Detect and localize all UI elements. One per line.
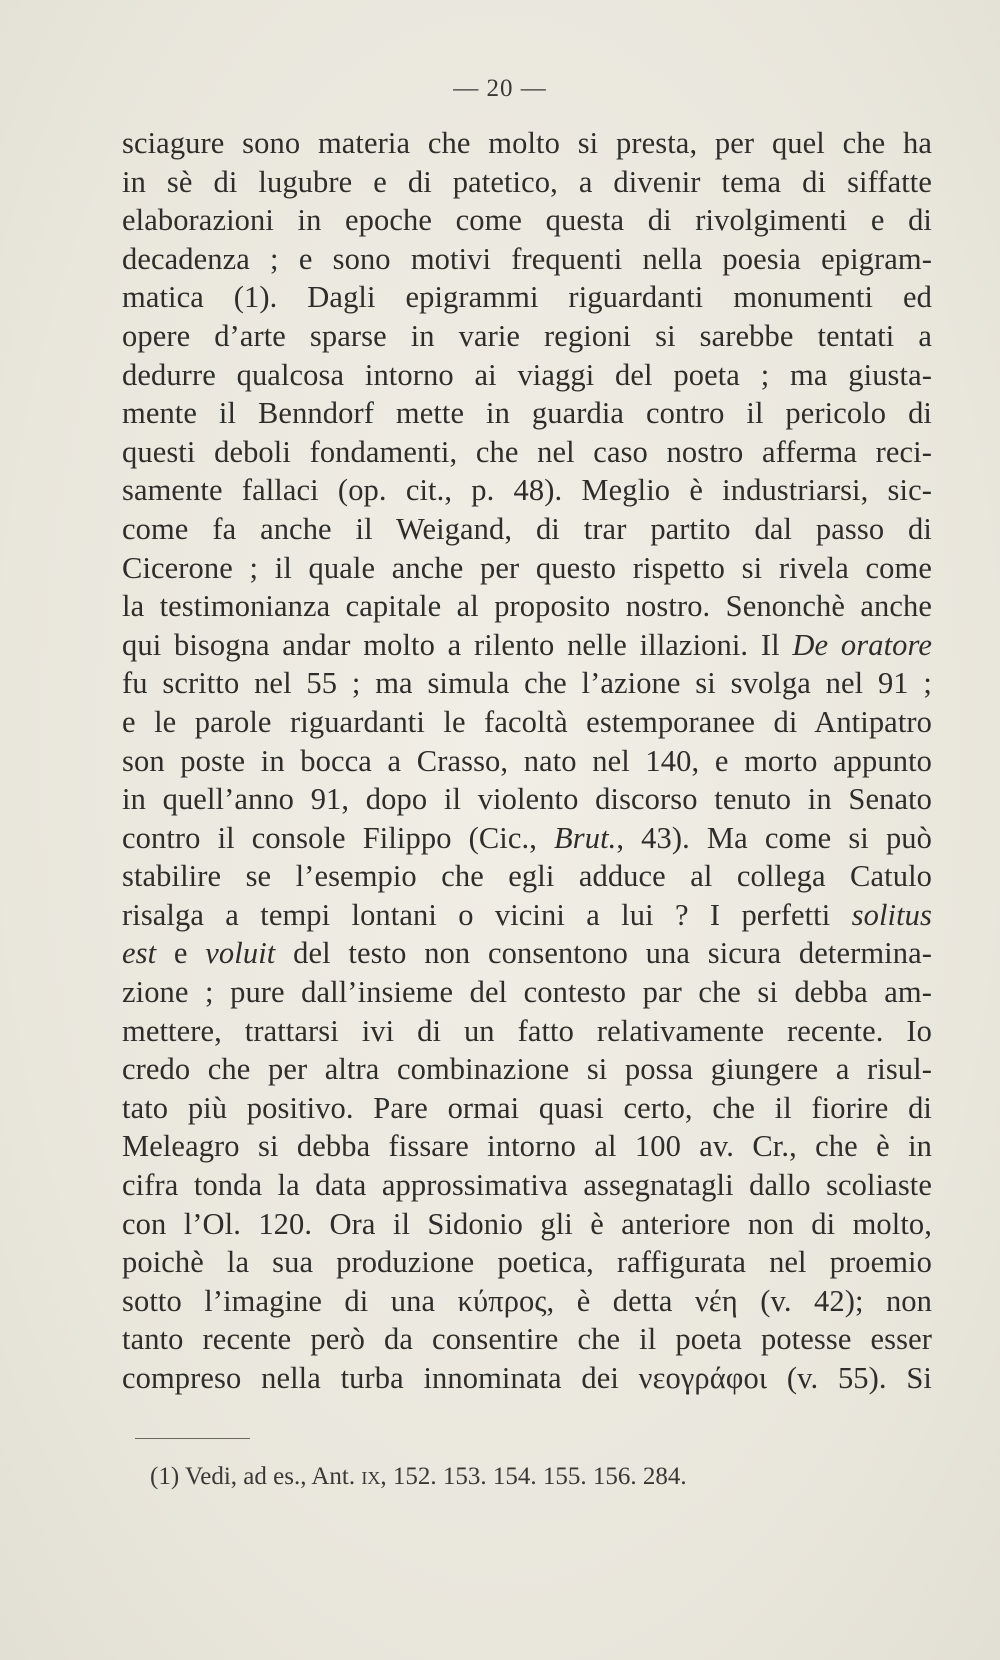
text-line: Meleagro si debba fissare intorno al 100 av. Cr., che è in [122, 1129, 932, 1164]
text-line: qui bisogna andar molto a rilento nelle illazioni. Il De oratore [122, 627, 932, 662]
text-line: in sè di lugubre e di patetico, a divenir tema di siffatte [122, 164, 932, 199]
text-line: zione ; pure dall’insieme del contesto par che si debba am- [122, 975, 932, 1010]
page-number: — 20 — [453, 75, 547, 102]
text-line: tanto recente però da consentire che il poeta potesse esser [122, 1322, 932, 1357]
text-line: e le parole riguardanti le facoltà estemporanee di Antipatro [122, 704, 932, 739]
text-line: in quell’anno 91, dopo il violento discorso tenuto in Senato [122, 782, 932, 817]
text-line: decadenza ; e sono motivi frequenti nella poesia epigram- [122, 241, 932, 276]
text-line: risalga a tempi lontani o vicini a lui ? I perfetti solitus [122, 897, 932, 932]
body-text [122, 124, 932, 1398]
text-line: come fa anche il Weigand, di trar partito dal passo di [122, 511, 932, 546]
footnote-separator [135, 1438, 250, 1439]
text-line: contro il console Filippo (Cic., Brut., 43). Ma come si può [122, 820, 932, 855]
text-line: samente fallaci (op. cit., p. 48). Meglio è industriarsi, sic- [122, 473, 932, 508]
text-line: compreso nella turba innominata dei νεογράφοι (v. 55). Si [122, 1361, 932, 1395]
text-line: questi deboli fondamenti, che nel caso nostro afferma reci- [122, 434, 932, 469]
text-line: son poste in bocca a Crasso, nato nel 140, e morto appunto [122, 743, 932, 778]
text-line: tato più positivo. Pare ormai quasi certo, che il fiorire di [122, 1090, 932, 1125]
text-line: matica (1). Dagli epigrammi riguardanti monumenti ed [122, 280, 932, 315]
text-line: Cicerone ; il quale anche per questo rispetto si rivela come [122, 550, 932, 585]
text-line: credo che per altra combinazione si possa giungere a risul- [122, 1052, 932, 1087]
text-line: mettere, trattarsi ivi di un fatto relativamente recente. Io [122, 1013, 932, 1048]
text-line: dedurre qualcosa intorno ai viaggi del poeta ; ma giusta- [122, 357, 932, 392]
text-line: est e voluit del testo non consentono una sicura determina- [122, 936, 932, 971]
text-line: la testimonianza capitale al proposito nostro. Senonchè anche [122, 589, 932, 624]
text-line: stabilire se l’esempio che egli adduce al collega Catulo [122, 859, 932, 894]
text-line: sciagure sono materia che molto si presta, per quel che ha [122, 126, 932, 160]
text-line: poichè la sua produzione poetica, raffigurata nel proemio [122, 1245, 932, 1280]
text-line: opere d’arte sparse in varie regioni si sarebbe tentati a [122, 318, 932, 353]
text-line: sotto l’imagine di una κύπρος, è detta νέη (v. 42); non [122, 1283, 932, 1318]
text-line: con l’Ol. 120. Ora il Sidonio gli è anteriore non di molto, [122, 1206, 932, 1241]
text-line: fu scritto nel 55 ; ma simula che l’azione si svolga nel 91 ; [122, 666, 932, 701]
text-line: elaborazioni in epoche come questa di rivolgimenti e di [122, 203, 932, 238]
footnote: (1) Vedi, ad es., Ant. ix, 152. 153. 154. 155. 156. 284. [150, 1463, 687, 1490]
text-line: mente il Benndorf mette in guardia contro il pericolo di [122, 396, 932, 431]
text-line: cifra tonda la data approssimativa assegnatagli dallo scoliaste [122, 1168, 932, 1203]
